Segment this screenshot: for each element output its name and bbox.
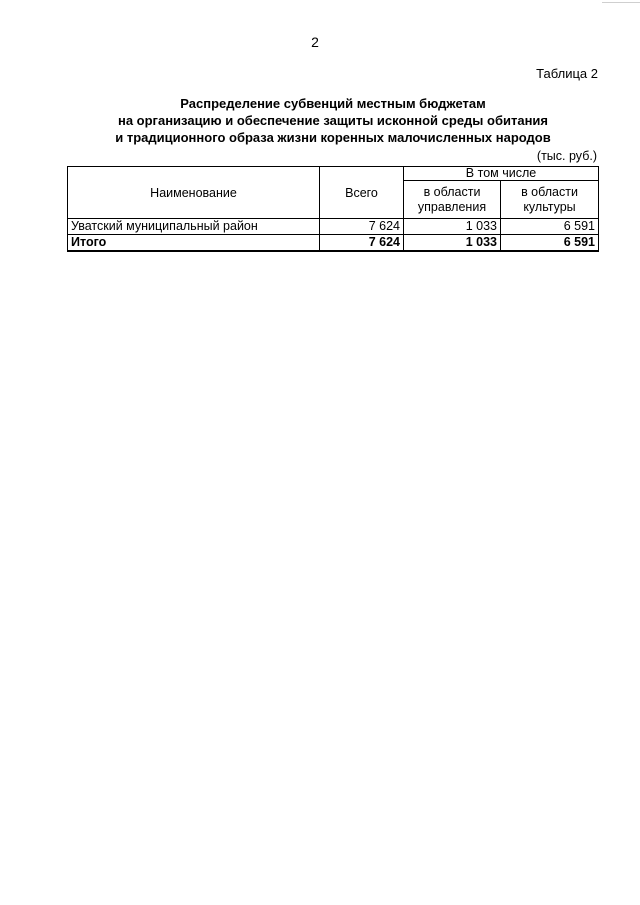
row-management: 1 033 (404, 219, 501, 235)
header-including: В том числе (404, 167, 599, 181)
header-name: Наименование (68, 167, 320, 219)
table-row (68, 219, 599, 235)
row-total: 7 624 (320, 219, 404, 235)
table-label: Таблица 2 (536, 66, 598, 81)
subsidy-table (67, 166, 599, 252)
units-label: (тыс. руб.) (536, 149, 597, 163)
header-total: Всего (320, 167, 404, 219)
total-name: Итого (68, 235, 320, 252)
total-culture: 6 591 (501, 235, 599, 252)
title-line-3: и традиционного образа жизни коренных малочисленных народов (115, 130, 551, 145)
row-name: Уватский муниципальный район (68, 219, 320, 235)
header-management: в области управления (404, 181, 501, 219)
total-management: 1 033 (404, 235, 501, 252)
header-culture: в области культуры (501, 181, 599, 219)
title-line-2: на организацию и обеспечение защиты исконной среды обитания (117, 113, 549, 128)
document-title (0, 95, 640, 146)
total-total: 7 624 (320, 235, 404, 252)
table-total-row (68, 235, 599, 252)
title-line-1: Распределение субвенций местным бюджетам (180, 96, 486, 111)
page-number: 2 (311, 34, 319, 50)
row-culture: 6 591 (501, 219, 599, 235)
corner-mark (602, 2, 640, 3)
